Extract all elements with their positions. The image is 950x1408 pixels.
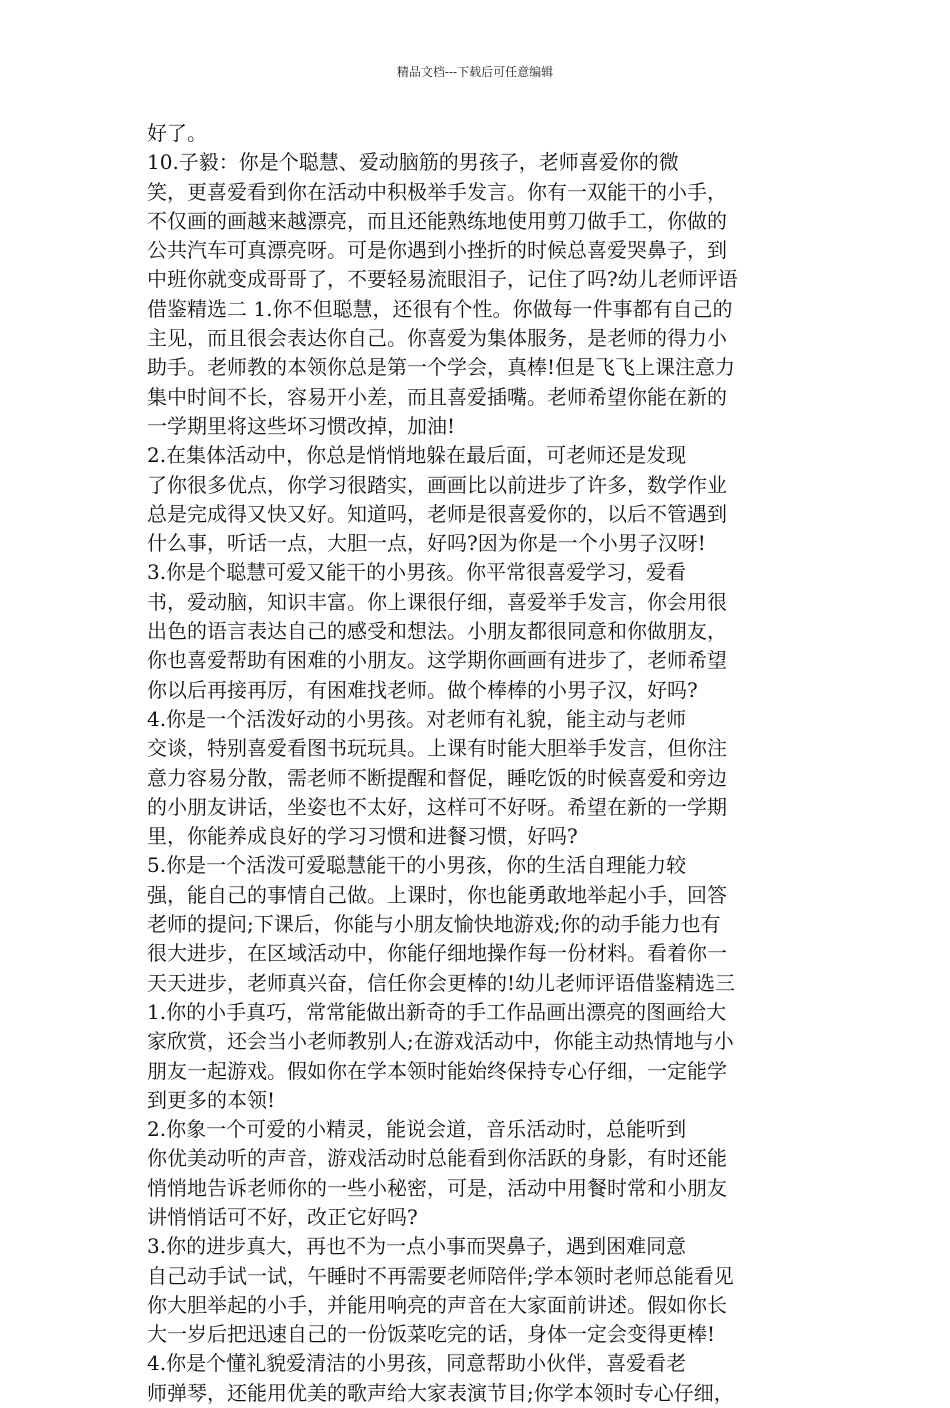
text-line: 自己动手试一试，午睡时不再需要老师陪伴;学本领时老师总能看见 — [147, 1263, 734, 1288]
text-line: 强，能自己的事情自己做。上课时，你也能勇敢地举起小手，回答 — [147, 882, 727, 907]
text-line: 天天进步，老师真兴奋，信任你会更棒的!幼儿老师评语借鉴精选三 — [147, 970, 736, 995]
text-line: 意力容易分散，需老师不断提醒和督促，睡吃饭的时候喜爱和旁边 — [147, 765, 727, 790]
text-line: 10.子毅：你是个聪慧、爱动脑筋的男孩子，老师喜爱你的微 — [147, 150, 679, 175]
text-line: 老师的提问;下课后，你能与小朋友愉快地游戏;你的动手能力也有 — [147, 912, 721, 937]
text-line: 2.你象一个可爱的小精灵，能说会道，音乐活动时，总能听到 — [147, 1117, 687, 1142]
text-line: 中班你就变成哥哥了，不要轻易流眼泪子，记住了吗?幼儿老师评语 — [147, 267, 738, 292]
text-line: 的小朋友讲话，坐姿也不太好，这样可不好呀。希望在新的一学期 — [147, 794, 727, 819]
text-line: 集中时间不长，容易开小差，而且喜爱插嘴。老师希望你能在新的 — [147, 384, 727, 409]
text-line: 了你很多优点，你学习很踏实，画画比以前进步了许多，数学作业 — [147, 472, 727, 497]
text-line: 好了。 — [147, 121, 207, 145]
text-line: 5.你是一个活泼可爱聪慧能干的小男孩，你的生活自理能力较 — [147, 853, 687, 878]
page-header: 精品文档---下载后可任意编辑 — [396, 65, 554, 79]
text-line: 书，爱动脑，知识丰富。你上课很仔细，喜爱举手发言，你会用很 — [147, 589, 727, 614]
text-line: 家欣赏，还会当小老师教别人;在游戏活动中，你能主动热情地与小 — [147, 1029, 734, 1054]
text-line: 出色的语言表达自己的感受和想法。小朋友都很同意和你做朋友， — [147, 619, 727, 644]
text-line: 很大进步，在区域活动中，你能仔细地操作每一份材料。看着你一 — [147, 941, 727, 966]
text-line: 师弹琴，还能用优美的歌声给大家表演节目;你学本领时专心仔细， — [147, 1380, 734, 1405]
text-line: 不仅画的画越来越漂亮，而且还能熟练地使用剪刀做手工，你做的 — [147, 208, 727, 233]
text-line: 朋友一起游戏。假如你在学本领时能始终保持专心仔细，一定能学 — [147, 1058, 727, 1083]
body-lines — [147, 119, 803, 1408]
text-line: 借鉴精选二 1.你不但聪慧，还很有个性。你做每一件事都有自己的 — [147, 296, 733, 321]
text-line: 什么事，听话一点，大胆一点，好吗?因为你是一个小男子汉呀! — [147, 531, 706, 556]
text-line: 1.你的小手真巧，常常能做出新奇的手工作品画出漂亮的图画给大 — [147, 999, 727, 1024]
text-line: 你大胆举起的小手，并能用响亮的声音在大家面前讲述。假如你长 — [147, 1292, 727, 1317]
text-line: 里，你能养成良好的学习习惯和进餐习惯，好吗? — [147, 824, 578, 849]
text-line: 到更多的本领! — [147, 1087, 276, 1112]
text-line: 你以后再接再厉，有困难找老师。做个棒棒的小男子汉，好吗? — [147, 677, 698, 702]
text-line: 一学期里将这些坏习惯改掉，加油! — [147, 413, 456, 438]
text-line: 4.你是个懂礼貌爱清洁的小男孩，同意帮助小伙伴，喜爱看老 — [147, 1351, 687, 1376]
text-line: 大一岁后把迅速自己的一份饭菜吃完的话，身体一定会变得更棒! — [147, 1322, 716, 1347]
text-line: 你优美动听的声音，游戏活动时总能看到你活跃的身影，有时还能 — [147, 1146, 727, 1171]
text-line: 交谈，特别喜爱看图书玩玩具。上课有时能大胆举手发言，但你注 — [147, 736, 727, 761]
text-line: 4.你是一个活泼好动的小男孩。对老师有礼貌，能主动与老师 — [147, 706, 687, 731]
text-line: 讲悄悄话可不好，改正它好吗? — [147, 1204, 418, 1229]
document-body — [147, 119, 803, 1408]
text-line: 2.在集体活动中，你总是悄悄地躲在最后面，可老师还是发现 — [147, 443, 687, 468]
text-line: 悄悄地告诉老师你的一些小秘密，可是，活动中用餐时常和小朋友 — [147, 1175, 727, 1200]
text-line: 主见，而且很会表达你自己。你喜爱为集体服务，是老师的得力小 — [147, 326, 727, 351]
text-line: 总是完成得又快又好。知道吗，老师是很喜爱你的，以后不管遇到 — [147, 501, 727, 526]
text-line: 你也喜爱帮助有困难的小朋友。这学期你画画有进步了，老师希望 — [147, 648, 727, 673]
text-line: 公共汽车可真漂亮呀。可是你遇到小挫折的时候总喜爱哭鼻子，到 — [147, 238, 727, 263]
text-line: 3.你是个聪慧可爱又能干的小男孩。你平常很喜爱学习，爱看 — [147, 560, 687, 585]
text-line: 助手。老师教的本领你总是第一个学会，真棒!但是飞飞上课注意力 — [147, 355, 736, 380]
text-line: 3.你的进步真大，再也不为一点小事而哭鼻子，遇到困难同意 — [147, 1234, 687, 1259]
text-line: 笑，更喜爱看到你在活动中积极举手发言。你有一双能干的小手， — [147, 179, 727, 204]
